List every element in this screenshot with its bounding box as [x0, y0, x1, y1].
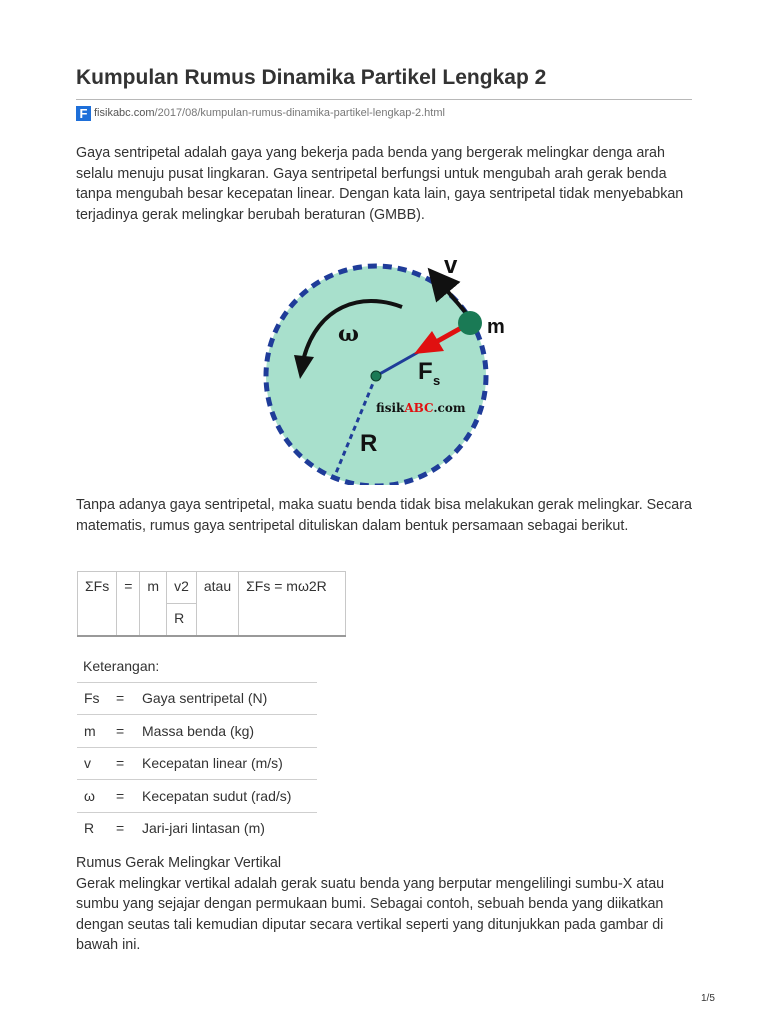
paragraph-vertical-motion: Gerak melingkar vertikal adalah gerak suatu benda yang berputar mengelilingi sumbu-X atau sumbu yang sejajar dengan permukaan bumi. Sebagai contoh, sebuah benda yang diikatkan dengan seutas tali kemudian diputar secara vertikal seperti yang ditunjukkan pada gambar di bawah ini.	[76, 875, 665, 953]
page-title: Kumpulan Rumus Dinamika Partikel Lengkap 2	[76, 66, 547, 89]
source-path: /2017/08/kumpulan-rumus-dinamika-partikel-lengkap-2.html	[154, 107, 445, 119]
legend-equals: =	[109, 780, 135, 813]
legend-description: Gaya sentripetal (N)	[135, 682, 317, 715]
table-row	[77, 682, 317, 715]
formula-cell-numerator: v2	[167, 572, 197, 604]
paragraph-centripetal-definition: Gaya sentripetal adalah gaya yang bekerja pada benda yang bergerak melingkar denga arah selalu menuju pusat lingkaran. Gaya sentripetal berfungsi untuk mengubah arah gerak benda tanpa mengubah besar kecepatan linear. Dengan kata lain, gaya sentripetal tidak menyebabkan terjadinya gerak melingkar berubah beraturan (GMBB).	[76, 145, 684, 223]
center-point	[371, 371, 381, 381]
formula-cell-mass: m	[140, 572, 167, 637]
source-link[interactable]	[94, 107, 445, 119]
circular-motion-diagram	[250, 245, 520, 485]
diagram-watermark	[376, 401, 466, 415]
watermark-abc: ABC	[404, 401, 434, 415]
legend-description: Jari-jari lintasan (m)	[135, 812, 317, 844]
legend-equals: =	[109, 812, 135, 844]
legend-equals: =	[109, 747, 135, 780]
watermark-pre: fisik	[376, 401, 405, 415]
legend-symbol: m	[77, 715, 109, 748]
legend-description: Massa benda (kg)	[135, 715, 317, 748]
centripetal-formula-table	[77, 571, 346, 637]
table-row	[77, 747, 317, 780]
velocity-label: v	[444, 252, 458, 279]
source-url	[76, 105, 445, 121]
legend-heading: Keterangan:	[83, 657, 160, 674]
legend-symbol: Fs	[77, 682, 109, 715]
legend-symbol: R	[77, 812, 109, 844]
formula-cell-denominator: R	[167, 604, 197, 637]
force-label: F	[418, 358, 433, 385]
mass-object	[458, 311, 482, 335]
watermark-post: .com	[433, 401, 466, 415]
table-row	[77, 812, 317, 844]
formula-cell-alt: ΣFs = mω2R	[239, 572, 346, 637]
legend-description: Kecepatan sudut (rad/s)	[135, 780, 317, 813]
legend-equals: =	[109, 682, 135, 715]
page-number: 1/5	[701, 993, 715, 1004]
section-vertical-circular-motion	[76, 853, 696, 956]
paragraph-formula-intro: Tanpa adanya gaya sentripetal, maka suatu benda tidak bisa melakukan gerak melingkar. Secara matematis, rumus gaya sentripetal dituliskan dalam bentuk persamaan sebagai berikut.	[76, 497, 692, 534]
formula-cell-sum: ΣFs	[78, 572, 117, 637]
formula-cell-or: atau	[196, 572, 238, 637]
legend-equals: =	[109, 715, 135, 748]
site-favicon-icon: F	[76, 106, 91, 121]
mass-label: m	[487, 316, 505, 338]
omega-label: ω	[338, 321, 359, 347]
section-heading: Rumus Gerak Melingkar Vertikal	[76, 855, 281, 871]
title-divider	[76, 99, 692, 100]
legend-description: Kecepatan linear (m/s)	[135, 747, 317, 780]
source-host: fisikabc.com	[94, 107, 155, 119]
force-subscript: s	[433, 373, 441, 388]
radius-label: R	[360, 430, 378, 457]
table-row	[77, 780, 317, 813]
table-row	[77, 715, 317, 748]
formula-cell-equals: =	[117, 572, 140, 637]
legend-table	[77, 650, 317, 844]
legend-symbol: v	[77, 747, 109, 780]
legend-symbol: ω	[77, 780, 109, 813]
